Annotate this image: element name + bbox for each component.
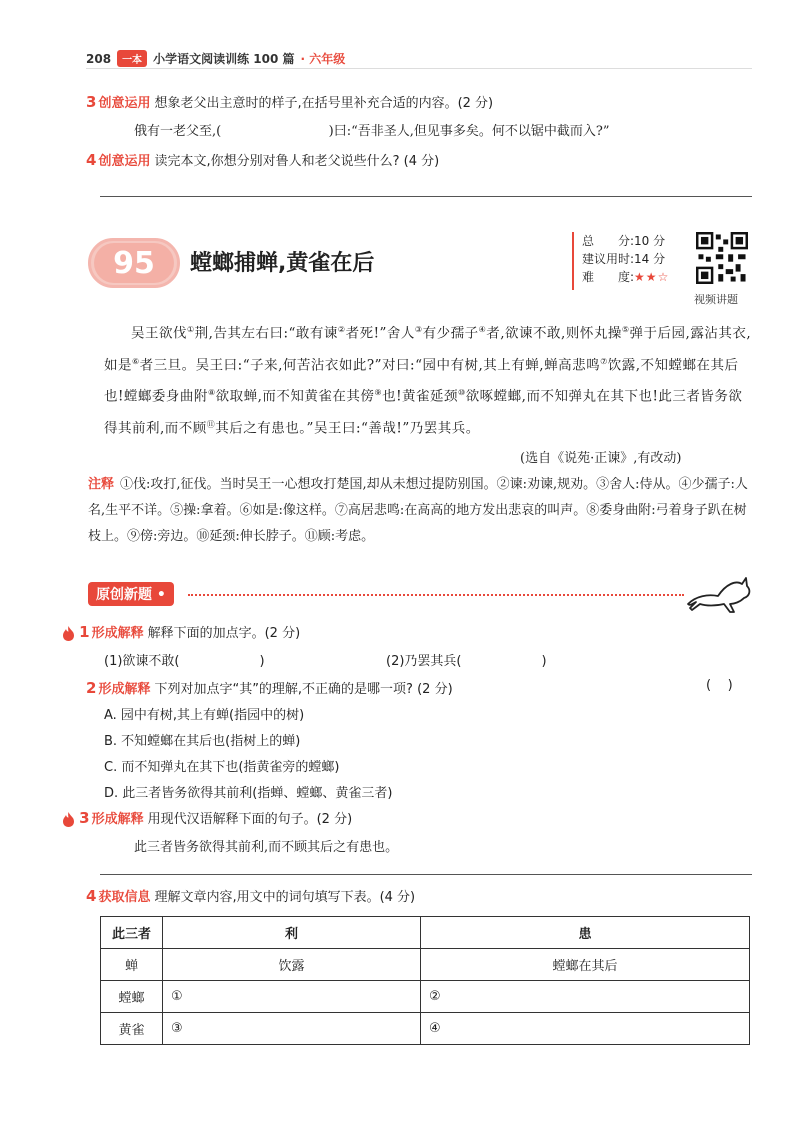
table-cell: 螳螂在其后 [421,949,750,981]
page-header [86,50,345,67]
answer-cell[interactable]: ④ [421,1013,750,1045]
q2-option-a[interactable]: A. 园中有树,其上有蝉(指园中的树) [104,708,305,723]
q2-option-c[interactable]: C. 而不知弹丸在其下也(指黄雀旁的螳螂) [104,760,340,775]
section-divider [100,874,752,875]
question-text: 想象老父出主意时的样子,在括号里补充合适的内容。(2 分) [154,96,494,111]
question-1 [62,622,300,641]
flame-icon [62,812,75,827]
header-divider [86,68,752,69]
lesson-number: 95 [94,243,174,283]
question-number: 4 [86,887,97,905]
passage: 吴王欲伐①荆,告其左右曰:“敢有谏②者死!”舍人③有少孺子④者,欲谏不敢,则怀丸操⑤弹于后园,露沾其衣,如是⑥者三旦。吴王曰:“子来,何苦沾衣如此?”对曰:“园中有树,其上有蝉,蝉高悲鸣⑦饮露,不知螳螂在其后也!螳螂委身曲附⑧欲取蝉,而不知黄雀在其傍⑨也!黄雀延颈⑩欲啄螳螂,而不知弹丸在其下也!此三者皆务欲得其前利,而不顾⑪其后之有患也。”吴王曰:“善哉!”乃罢其兵。 [104,325,752,436]
page-number: 208 [86,51,112,66]
question-tag: 形成解释 [98,682,151,697]
question-text: 解释下面的加点字。(2 分) [147,626,301,641]
question-text: 用现代汉语解释下面的句子。(2 分) [147,812,353,827]
question-text: 理解文章内容,用文中的词句填写下表。(4 分) [154,890,416,905]
table-row [101,1013,750,1045]
section-divider [100,196,752,197]
question-2 [86,678,453,697]
total-value: 10 分 [634,234,666,248]
question-tag: 创意运用 [98,96,151,111]
difficulty-stars: ★★☆ [634,270,670,284]
table-row [101,949,750,981]
time-label: 建议用时: [582,252,635,266]
section-title: 原创新题 • [88,582,174,606]
question-number: 3 [86,93,97,111]
lesson-number-badge [88,238,180,288]
prev-question-3 [86,92,493,111]
cat-icon [684,574,754,614]
passage-source: (选自《说苑·正谏》,有改动) [520,451,682,466]
prev-question-4 [86,150,439,169]
notes-label: 注释 [88,477,115,492]
book-title: 小学语文阅读训练 100 篇 [153,52,295,66]
table-cell: 蝉 [101,949,163,981]
table-header: 利 [163,917,421,949]
table-cell: 黄雀 [101,1013,163,1045]
total-label: 总 分: [582,234,635,248]
notes [88,472,752,550]
difficulty-label: 难 度: [582,270,635,284]
question-number: 1 [79,623,90,641]
table-header-row [101,917,750,949]
question-tag: 形成解释 [91,812,144,827]
video-label: 视频讲题 [694,293,738,306]
q2-answer-bracket[interactable]: ( ) [706,678,733,693]
answer-table [100,916,750,1045]
table-header: 此三者 [101,917,163,949]
prev-question-3-answer[interactable]: 俄有一老父至,( )曰:“吾非圣人,但见事多矣。何不以锯中截而入?” [134,124,610,139]
question-tag: 形成解释 [91,626,144,641]
q1-item-2[interactable]: (2)乃罢其兵( ) [386,654,547,669]
notes-text: ①伐:攻打,征伐。当时吴王一心想攻打楚国,却从未想过提防别国。②谏:劝谏,规劝。③舍人:侍从。④少孺子:人名,生平不详。⑤操:拿着。⑥如是:像这样。⑦高居悲鸣:在高高的地方发出悲哀的叫声。⑧委身曲附:弓着身子趴在树枝上。⑨傍:旁边。⑩延颈:伸长脖子。⑪顾:考虑。 [88,477,748,544]
lesson-info-box [572,232,694,290]
table-cell: 饮露 [163,949,421,981]
question-text: 读完本文,你想分别对鲁人和老父说些什么? (4 分) [154,154,440,169]
question-3 [62,808,352,827]
table-row [101,981,750,1013]
answer-cell[interactable]: ① [163,981,421,1013]
grade-label: · 六年级 [300,52,346,66]
question-number: 3 [79,809,90,827]
question-tag: 获取信息 [98,890,151,905]
question-text: 下列对加点字“其”的理解,不正确的是哪一项? (2 分) [154,682,453,697]
question-number: 2 [86,679,97,697]
answer-cell[interactable]: ② [421,981,750,1013]
q3-sentence: 此三者皆务欲得其前利,而不顾其后之有患也。 [134,840,399,855]
time-value: 14 分 [634,252,666,266]
lesson-title: 螳螂捕蝉,黄雀在后 [190,251,375,276]
q2-option-b[interactable]: B. 不知螳螂在其后也(指树上的蝉) [104,734,301,749]
table-header: 患 [421,917,750,949]
question-number: 4 [86,151,97,169]
question-4 [86,886,415,905]
flame-icon [62,626,75,641]
table-cell: 螳螂 [101,981,163,1013]
brand-logo: 一本 [117,50,147,67]
section-dotted-line [188,594,684,596]
answer-cell[interactable]: ③ [163,1013,421,1045]
q1-item-1[interactable]: (1)欲谏不敢( ) [104,654,265,669]
question-tag: 创意运用 [98,154,151,169]
q2-option-d[interactable]: D. 此三者皆务欲得其前利(指蝉、螳螂、黄雀三者) [104,786,393,801]
qr-code-icon[interactable] [696,232,748,284]
